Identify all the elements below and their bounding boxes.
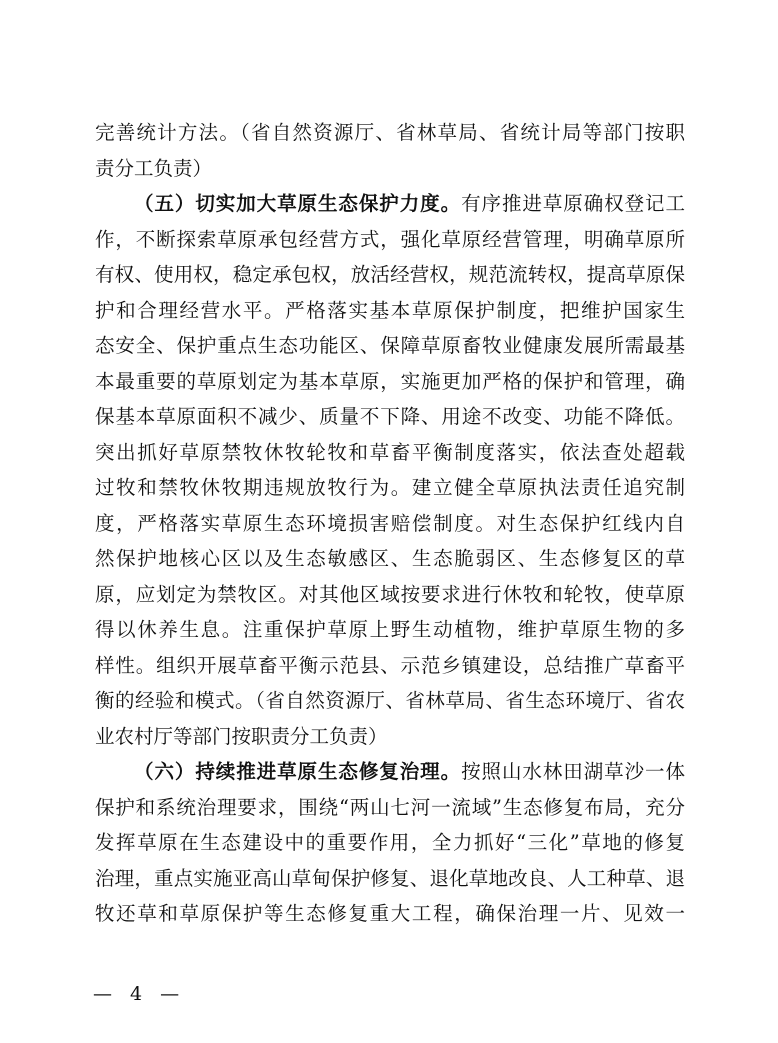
text-line	[95, 899, 685, 929]
text-line	[95, 864, 685, 894]
section-heading: （五）切实加大草原生态保护力度。	[134, 192, 462, 215]
text-line	[95, 651, 685, 681]
text-line	[95, 154, 685, 184]
line-text: 样性。组织开展草畜平衡示范县、示范乡镇建设，总结推广草畜平	[95, 653, 685, 677]
text-line	[95, 473, 685, 503]
line-text: 发挥草原在生态建设中的重要作用，全力抓好“三化”草地的修复	[95, 831, 685, 854]
line-text: 治理，重点实施亚高山草甸保护修复、退化草地改良、人工种草、退	[95, 866, 685, 890]
text-line	[95, 544, 685, 574]
line-text: 按照山水林田湖草沙一体	[461, 760, 685, 783]
line-text: 过牧和禁牧休牧期违规放牧行为。建立健全草原执法责任追究制	[95, 476, 685, 499]
text-line	[95, 260, 685, 290]
text-line	[134, 189, 685, 219]
line-text: 得以休养生息。注重保护草原上野生动植物，维护草原生物的多	[95, 618, 685, 641]
text-line	[95, 296, 685, 326]
line-text: 保基本草原面积不减少、质量不下降、用途不改变、功能不降低。	[95, 405, 685, 428]
text-line	[95, 580, 685, 610]
text-line	[95, 686, 685, 716]
line-text: 原，应划定为禁牧区。对其他区域按要求进行休牧和轮牧，使草原	[95, 582, 685, 606]
text-line	[95, 793, 685, 823]
page-number: — 4 —	[93, 983, 186, 1005]
line-text: 态安全、保护重点生态功能区、保障草原畜牧业健康发展所需最基	[95, 334, 685, 357]
text-line	[95, 722, 685, 752]
line-text: 突出抓好草原禁牧休牧轮牧和草畜平衡制度落实，依法查处超载	[95, 440, 685, 464]
line-text: 有序推进草原确权登记工	[461, 192, 685, 215]
text-line	[95, 509, 685, 539]
line-text: 牧还草和草原保护等生态修复重大工程，确保治理一片、见效一	[95, 902, 685, 925]
text-line	[95, 367, 685, 397]
line-text: 业农村厅等部门按职责分工负责）	[95, 724, 388, 748]
text-line	[95, 225, 685, 255]
text-line	[134, 757, 685, 787]
line-text: 保护和系统治理要求，围绕“两山七河一流域”生态修复布局，充分	[95, 795, 685, 819]
text-line	[95, 828, 685, 858]
line-text: 责分工负责）	[95, 156, 213, 180]
section-heading: （六）持续推进草原生态修复治理。	[134, 760, 462, 783]
text-line	[95, 118, 685, 148]
text-line	[95, 438, 685, 468]
line-text: 度，严格落实草原生态环境损害赔偿制度。对生态保护红线内自	[95, 511, 685, 535]
line-text: 本最重要的草原划定为基本草原，实施更加严格的保护和管理，确	[95, 369, 685, 393]
text-line	[95, 402, 685, 432]
line-text: 有权、使用权，稳定承包权，放活经营权，规范流转权，提高草原保	[95, 263, 685, 286]
line-text: 然保护地核心区以及生态敏感区、生态脆弱区、生态修复区的草	[95, 547, 685, 570]
text-line	[95, 331, 685, 361]
text-line	[95, 615, 685, 645]
line-text: 作，不断探索草原承包经营方式，强化草原经营管理，明确草原所	[95, 227, 685, 251]
line-text: 护和合理经营水平。严格落实基本草原保护制度，把维护国家生	[95, 298, 685, 322]
line-text: 完善统计方法。（省自然资源厅、省林草局、省统计局等部门按职	[95, 121, 685, 144]
line-text: 衡的经验和模式。（省自然资源厅、省林草局、省生态环境厅、省农	[95, 689, 685, 712]
